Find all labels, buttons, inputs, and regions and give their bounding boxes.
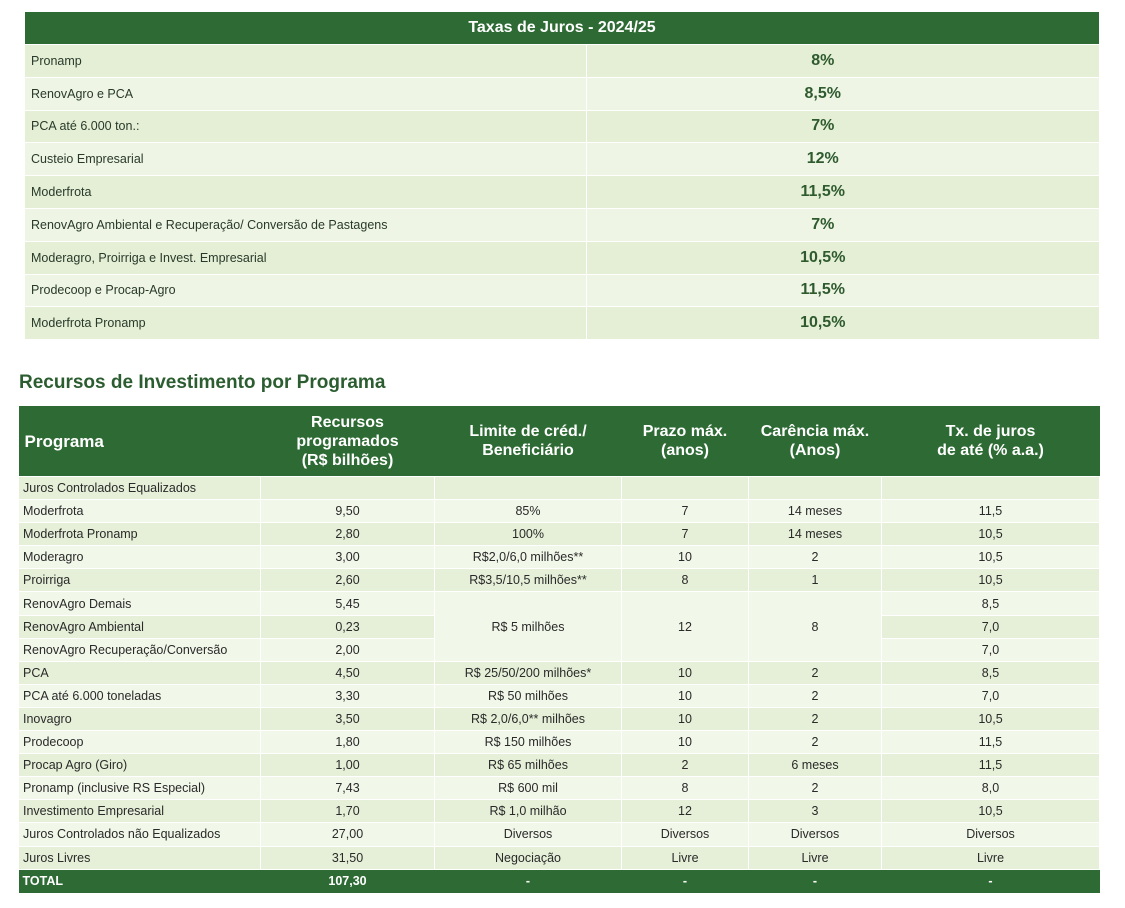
- rates-row: [25, 307, 1099, 339]
- rate-value: 8%: [586, 45, 1099, 78]
- cell-recursos: 31,50: [261, 846, 435, 869]
- cell-juros: 10,5: [882, 569, 1100, 592]
- cell-limite: R$ 65 milhões: [435, 754, 622, 777]
- cell-programa: Juros Livres: [19, 846, 261, 869]
- cell-carencia: 3: [749, 800, 882, 823]
- cell-programa: Procap Agro (Giro): [19, 754, 261, 777]
- table-row: [19, 592, 1100, 615]
- cell-juros: Livre: [882, 846, 1100, 869]
- cell-carencia: 2: [749, 707, 882, 730]
- cell-programa: Proirriga: [19, 569, 261, 592]
- cell-limite-group: R$ 5 milhões: [435, 592, 622, 661]
- total-row: [19, 869, 1100, 893]
- cell-carencia: 2: [749, 731, 882, 754]
- cell-carencia: 1: [749, 569, 882, 592]
- cell-limite: R$ 25/50/200 milhões*: [435, 661, 622, 684]
- cell-recursos: 7,43: [261, 777, 435, 800]
- rate-label: Moderfrota Pronamp: [25, 307, 586, 339]
- cell-limite: 85%: [435, 500, 622, 523]
- cell-carencia: 2: [749, 777, 882, 800]
- rate-label: RenovAgro Ambiental e Recuperação/ Conversão de Pastagens: [25, 208, 586, 241]
- cell-carencia: 2: [749, 661, 882, 684]
- header-recursos: Recursos programados (R$ bilhões): [261, 406, 435, 477]
- cell-juros: Diversos: [882, 823, 1100, 846]
- cell-recursos: 1,00: [261, 754, 435, 777]
- cell-juros: 8,0: [882, 777, 1100, 800]
- table-row: [19, 823, 1100, 846]
- rate-label: Pronamp: [25, 45, 586, 78]
- program-table-header: [19, 406, 1100, 477]
- rate-value: 7%: [586, 110, 1099, 143]
- cell-juros: 8,5: [882, 592, 1100, 615]
- cell-juros: 11,5: [882, 500, 1100, 523]
- cell-programa: Juros Controlados não Equalizados: [19, 823, 261, 846]
- table-row: [19, 800, 1100, 823]
- cell-recursos: 2,60: [261, 569, 435, 592]
- program-table: [18, 406, 1100, 893]
- rate-label: Custeio Empresarial: [25, 143, 586, 176]
- cell-recursos: 2,80: [261, 523, 435, 546]
- table-row: [19, 569, 1100, 592]
- cell-limite: R$3,5/10,5 milhões**: [435, 569, 622, 592]
- cell-recursos: 3,50: [261, 707, 435, 730]
- cell-recursos: 3,00: [261, 546, 435, 569]
- cell-juros: 7,0: [882, 684, 1100, 707]
- table-row: [19, 731, 1100, 754]
- cell-prazo: 8: [622, 777, 749, 800]
- cell-programa: RenovAgro Ambiental: [19, 615, 261, 638]
- table-row: [19, 684, 1100, 707]
- cell-limite: R$ 150 milhões: [435, 731, 622, 754]
- cell-programa: Juros Controlados Equalizados: [19, 477, 261, 500]
- total-carencia: -: [749, 869, 882, 893]
- header-prazo: Prazo máx. (anos): [622, 406, 749, 477]
- rates-row: [25, 176, 1099, 209]
- cell-prazo: 2: [622, 754, 749, 777]
- cell-recursos: 1,70: [261, 800, 435, 823]
- cell-programa: Pronamp (inclusive RS Especial): [19, 777, 261, 800]
- total-recursos: 107,30: [261, 869, 435, 893]
- total-label: TOTAL: [19, 869, 261, 893]
- cell-carencia: Diversos: [749, 823, 882, 846]
- header-programa: Programa: [19, 406, 261, 477]
- rate-label: Moderagro, Proirriga e Invest. Empresarial: [25, 241, 586, 274]
- rates-table: [25, 12, 1099, 339]
- rates-row: [25, 110, 1099, 143]
- table-row: [19, 846, 1100, 869]
- cell-juros: 10,5: [882, 523, 1100, 546]
- cell-programa: Moderfrota: [19, 500, 261, 523]
- table-row: [19, 661, 1100, 684]
- cell-programa: Investimento Empresarial: [19, 800, 261, 823]
- table-row: [19, 477, 1100, 500]
- cell-recursos: 3,30: [261, 684, 435, 707]
- cell-prazo: 10: [622, 684, 749, 707]
- cell-recursos: 27,00: [261, 823, 435, 846]
- cell-prazo: 7: [622, 523, 749, 546]
- cell-juros: 10,5: [882, 707, 1100, 730]
- cell-prazo: 12: [622, 800, 749, 823]
- cell-limite: [435, 477, 622, 500]
- rate-value: 12%: [586, 143, 1099, 176]
- cell-prazo: Diversos: [622, 823, 749, 846]
- rates-table-title: Taxas de Juros - 2024/25: [25, 12, 1099, 45]
- rate-label: PCA até 6.000 ton.:: [25, 110, 586, 143]
- total-limite: -: [435, 869, 622, 893]
- rate-label: Moderfrota: [25, 176, 586, 209]
- cell-recursos: 9,50: [261, 500, 435, 523]
- cell-carencia: 14 meses: [749, 523, 882, 546]
- cell-recursos: 0,23: [261, 615, 435, 638]
- cell-limite: R$ 600 mil: [435, 777, 622, 800]
- cell-prazo: 10: [622, 731, 749, 754]
- rate-value: 7%: [586, 208, 1099, 241]
- cell-recursos: 4,50: [261, 661, 435, 684]
- cell-limite: R$ 50 milhões: [435, 684, 622, 707]
- cell-carencia: [749, 477, 882, 500]
- rate-value: 10,5%: [586, 307, 1099, 339]
- cell-limite: 100%: [435, 523, 622, 546]
- total-juros: -: [882, 869, 1100, 893]
- cell-programa: PCA até 6.000 toneladas: [19, 684, 261, 707]
- rate-label: Prodecoop e Procap-Agro: [25, 274, 586, 307]
- cell-programa: PCA: [19, 661, 261, 684]
- cell-programa: RenovAgro Recuperação/Conversão: [19, 638, 261, 661]
- cell-prazo: 8: [622, 569, 749, 592]
- rates-row: [25, 143, 1099, 176]
- table-row: [19, 523, 1100, 546]
- cell-prazo: Livre: [622, 846, 749, 869]
- cell-programa: RenovAgro Demais: [19, 592, 261, 615]
- cell-limite: R$ 1,0 milhão: [435, 800, 622, 823]
- rates-row: [25, 208, 1099, 241]
- cell-prazo: 10: [622, 661, 749, 684]
- cell-juros: 11,5: [882, 754, 1100, 777]
- table-row: [19, 777, 1100, 800]
- cell-programa: Prodecoop: [19, 731, 261, 754]
- cell-prazo: [622, 477, 749, 500]
- cell-carencia: Livre: [749, 846, 882, 869]
- cell-recursos: 2,00: [261, 638, 435, 661]
- table-row: [19, 500, 1100, 523]
- cell-juros: [882, 477, 1100, 500]
- rate-value: 11,5%: [586, 274, 1099, 307]
- cell-programa: Moderagro: [19, 546, 261, 569]
- header-limite: Limite de créd./ Beneficiário: [435, 406, 622, 477]
- rates-row: [25, 274, 1099, 307]
- total-prazo: -: [622, 869, 749, 893]
- cell-prazo: 10: [622, 546, 749, 569]
- rates-row: [25, 77, 1099, 110]
- cell-juros: 7,0: [882, 638, 1100, 661]
- cell-prazo: 10: [622, 707, 749, 730]
- cell-juros: 10,5: [882, 800, 1100, 823]
- cell-carencia-group: 8: [749, 592, 882, 661]
- cell-prazo-group: 12: [622, 592, 749, 661]
- rate-value: 10,5%: [586, 241, 1099, 274]
- cell-recursos: 5,45: [261, 592, 435, 615]
- rates-row: [25, 45, 1099, 78]
- rate-value: 8,5%: [586, 77, 1099, 110]
- section-title: Recursos de Investimento por Programa: [19, 372, 386, 393]
- cell-juros: 10,5: [882, 546, 1100, 569]
- cell-limite: R$2,0/6,0 milhões**: [435, 546, 622, 569]
- rate-value: 11,5%: [586, 176, 1099, 209]
- cell-programa: Inovagro: [19, 707, 261, 730]
- cell-limite: R$ 2,0/6,0** milhões: [435, 707, 622, 730]
- header-carencia: Carência máx. (Anos): [749, 406, 882, 477]
- cell-carencia: 14 meses: [749, 500, 882, 523]
- cell-juros: 7,0: [882, 615, 1100, 638]
- cell-carencia: 2: [749, 546, 882, 569]
- header-juros: Tx. de juros de até (% a.a.): [882, 406, 1100, 477]
- cell-juros: 11,5: [882, 731, 1100, 754]
- cell-limite: Diversos: [435, 823, 622, 846]
- cell-carencia: 6 meses: [749, 754, 882, 777]
- cell-carencia: 2: [749, 684, 882, 707]
- table-row: [19, 546, 1100, 569]
- table-row: [19, 754, 1100, 777]
- cell-prazo: 7: [622, 500, 749, 523]
- rates-row: [25, 241, 1099, 274]
- table-row: [19, 707, 1100, 730]
- rate-label: RenovAgro e PCA: [25, 77, 586, 110]
- cell-limite: Negociação: [435, 846, 622, 869]
- cell-juros: 8,5: [882, 661, 1100, 684]
- cell-recursos: [261, 477, 435, 500]
- cell-recursos: 1,80: [261, 731, 435, 754]
- cell-programa: Moderfrota Pronamp: [19, 523, 261, 546]
